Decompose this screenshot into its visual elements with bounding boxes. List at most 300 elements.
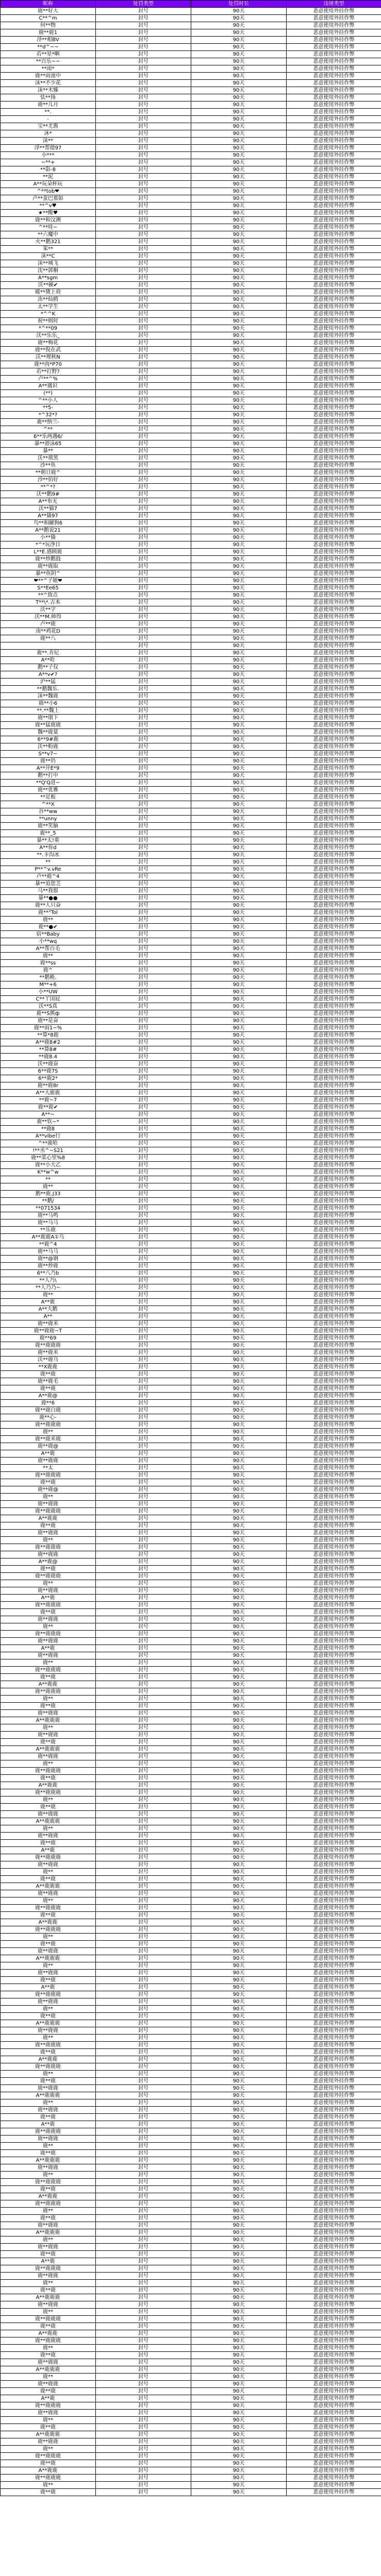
cell-nickname: 鹿**鹿鹿鹿 — [1, 1602, 96, 1609]
table-row — [1, 931, 381, 938]
cell-nickname: 暴**●● — [1, 895, 96, 902]
table-row — [1, 296, 381, 303]
cell-nickname: 鹿**笑脑 — [1, 823, 96, 830]
cell-duration: 90天 — [191, 880, 287, 888]
cell-duration: 90天 — [191, 816, 287, 823]
cell-duration: 90天 — [191, 462, 287, 469]
cell-violation-type: 恶意使用外挂作弊 — [287, 1429, 381, 1436]
table-row — [1, 1198, 381, 1205]
cell-violation-type: 恶意使用外挂作弊 — [287, 635, 381, 642]
cell-duration: 90天 — [191, 159, 287, 166]
cell-nickname: 鹿**鹿鹿鹿 — [1, 1905, 96, 1912]
table-row — [1, 1400, 381, 1407]
cell-violation-type: 恶意使用外挂作弊 — [287, 1292, 381, 1299]
cell-penalty-type: 封号 — [96, 2013, 191, 2020]
cell-duration: 90天 — [191, 195, 287, 202]
cell-violation-type: 恶意使用外挂作弊 — [287, 1284, 381, 1292]
cell-nickname: 鹿**鹿1 — [1, 29, 96, 37]
cell-penalty-type: 封号 — [96, 722, 191, 729]
cell-duration: 90天 — [191, 390, 287, 397]
table-row — [1, 1659, 381, 1667]
cell-duration: 90天 — [191, 289, 287, 296]
cell-penalty-type: 封号 — [96, 700, 191, 707]
cell-penalty-type: 封号 — [96, 541, 191, 549]
table-row — [1, 909, 381, 917]
cell-violation-type: 恶意使用外挂作弊 — [287, 1414, 381, 1421]
cell-duration: 90天 — [191, 469, 287, 477]
table-row — [1, 686, 381, 693]
cell-violation-type: 恶意使用外挂作弊 — [287, 65, 381, 73]
cell-penalty-type: 封号 — [96, 1522, 191, 1530]
cell-nickname: (**) — [1, 390, 96, 397]
table-row — [1, 743, 381, 751]
cell-penalty-type: 封号 — [96, 1566, 191, 1573]
cell-violation-type: 恶意使用外挂作弊 — [287, 2374, 381, 2381]
cell-penalty-type: 封号 — [96, 383, 191, 390]
cell-penalty-type: 封号 — [96, 2229, 191, 2236]
table-row — [1, 1212, 381, 1219]
cell-nickname: S**v7~ — [1, 751, 96, 758]
cell-nickname: 鹿**鹿 — [1, 1609, 96, 1616]
cell-duration: 90天 — [191, 44, 287, 51]
cell-violation-type: 恶意使用外挂作弊 — [287, 145, 381, 152]
cell-penalty-type: 封号 — [96, 779, 191, 787]
table-row — [1, 599, 381, 606]
table-row — [1, 1970, 381, 1977]
cell-nickname: 鹿**好大 — [1, 8, 96, 15]
cell-duration: 90天 — [191, 974, 287, 981]
cell-penalty-type: 封号 — [96, 1558, 191, 1566]
cell-nickname: A**鹿鹿鹿 — [1, 2229, 96, 2236]
cell-violation-type: 恶意使用外挂作弊 — [287, 354, 381, 361]
cell-violation-type: 恶意使用外挂作弊 — [287, 1919, 381, 1926]
cell-nickname: 鹿**鹿 — [1, 2186, 96, 2193]
cell-penalty-type: 封号 — [96, 138, 191, 145]
cell-penalty-type: 封号 — [96, 1169, 191, 1176]
cell-violation-type: 恶意使用外挂作弊 — [287, 109, 381, 116]
cell-violation-type: 恶意使用外挂作弊 — [287, 614, 381, 621]
cell-duration: 90天 — [191, 664, 287, 671]
cell-penalty-type: 封号 — [96, 1760, 191, 1768]
cell-penalty-type: 封号 — [96, 491, 191, 498]
cell-duration: 90天 — [191, 1746, 287, 1753]
cell-duration: 90天 — [191, 498, 287, 505]
cell-violation-type: 恶意使用外挂作弊 — [287, 426, 381, 433]
table-row — [1, 123, 381, 130]
cell-penalty-type: 封号 — [96, 953, 191, 960]
cell-duration: 90天 — [191, 1421, 287, 1429]
cell-penalty-type: 封号 — [96, 844, 191, 852]
cell-penalty-type: 封号 — [96, 1248, 191, 1256]
table-row — [1, 917, 381, 924]
cell-nickname: 鹿**鹿 — [1, 2013, 96, 2020]
table-row — [1, 433, 381, 440]
table-row — [1, 1595, 381, 1602]
cell-violation-type: 恶意使用外挂作弊 — [287, 2345, 381, 2352]
cell-penalty-type: 封号 — [96, 498, 191, 505]
cell-violation-type: 恶意使用外挂作弊 — [287, 1998, 381, 2006]
cell-nickname: 浮**相BV — [1, 37, 96, 44]
cell-duration: 90天 — [191, 2294, 287, 2301]
table-row — [1, 2143, 381, 2150]
table-row — [1, 1458, 381, 1465]
cell-violation-type: 恶意使用外挂作弊 — [287, 383, 381, 390]
cell-duration: 90天 — [191, 1104, 287, 1111]
cell-nickname: 6**八乃b — [1, 1270, 96, 1277]
table-row — [1, 1306, 381, 1313]
cell-penalty-type: 封号 — [96, 736, 191, 743]
cell-nickname: 鹿**鹿 — [1, 1674, 96, 1681]
cell-penalty-type: 封号 — [96, 2482, 191, 2489]
cell-violation-type: 恶意使用外挂作弊 — [287, 513, 381, 520]
cell-penalty-type: 封号 — [96, 1681, 191, 1688]
cell-violation-type: 恶意使用外挂作弊 — [287, 996, 381, 1003]
cell-violation-type: 恶意使用外挂作弊 — [287, 1789, 381, 1797]
cell-duration: 90天 — [191, 1465, 287, 1472]
table-row — [1, 109, 381, 116]
cell-nickname: *^^K — [1, 311, 96, 318]
cell-duration: 90天 — [191, 1825, 287, 1833]
cell-duration: 90天 — [191, 1472, 287, 1479]
cell-violation-type: 恶意使用外挂作弊 — [287, 15, 381, 22]
cell-penalty-type: 封号 — [96, 794, 191, 801]
cell-duration: 90天 — [191, 2027, 287, 2035]
cell-duration: 90天 — [191, 830, 287, 837]
cell-penalty-type: 封号 — [96, 37, 191, 44]
cell-penalty-type: 封号 — [96, 1126, 191, 1133]
cell-nickname: 鹿**鹿鹿 — [1, 2359, 96, 2366]
cell-penalty-type: 封号 — [96, 1010, 191, 1018]
cell-nickname: 鹿**鹿鹿 — [1, 2164, 96, 2172]
table-row — [1, 1256, 381, 1263]
table-row — [1, 1342, 381, 1349]
cell-penalty-type: 封号 — [96, 852, 191, 859]
cell-nickname: A**鹿 — [1, 1299, 96, 1306]
cell-violation-type: 恶意使用外挂作弊 — [287, 1054, 381, 1061]
table-row — [1, 1241, 381, 1248]
cell-violation-type: 恶意使用外挂作弊 — [287, 376, 381, 383]
cell-nickname: 鹿**鹿鹿 — [1, 1616, 96, 1623]
table-row — [1, 1768, 381, 1775]
cell-nickname: ^** — [1, 426, 96, 433]
cell-duration: 90天 — [191, 707, 287, 715]
cell-penalty-type: 封号 — [96, 1508, 191, 1515]
cell-violation-type: 恶意使用外挂作弊 — [287, 751, 381, 758]
cell-duration: 90天 — [191, 1003, 287, 1010]
cell-nickname: 鹿**鹿鹿 — [1, 1833, 96, 1840]
cell-penalty-type: 封号 — [96, 2215, 191, 2222]
cell-duration: 90天 — [191, 722, 287, 729]
cell-duration: 90天 — [191, 996, 287, 1003]
cell-duration: 90天 — [191, 433, 287, 440]
cell-nickname: **.卡沟冰 — [1, 852, 96, 859]
cell-violation-type: 恶意使用外挂作弊 — [287, 859, 381, 866]
table-row — [1, 1010, 381, 1018]
cell-penalty-type: 封号 — [96, 202, 191, 210]
table-row — [1, 953, 381, 960]
cell-duration: 90天 — [191, 2179, 287, 2186]
cell-nickname: 鹿**鹿鹿 — [1, 1458, 96, 1465]
cell-duration: 90天 — [191, 2049, 287, 2056]
cell-penalty-type: 封号 — [96, 397, 191, 404]
cell-duration: 90天 — [191, 1681, 287, 1688]
cell-violation-type: 恶意使用外挂作弊 — [287, 527, 381, 534]
cell-penalty-type: 封号 — [96, 1407, 191, 1414]
cell-nickname: 鹿**鹿鹿 — [1, 2222, 96, 2229]
cell-nickname: 小**UW — [1, 989, 96, 996]
cell-violation-type: 恶意使用外挂作弊 — [287, 1955, 381, 1962]
cell-nickname: 谷**ww — [1, 808, 96, 816]
cell-violation-type: 恶意使用外挂作弊 — [287, 1443, 381, 1450]
cell-penalty-type: 封号 — [96, 1385, 191, 1393]
cell-penalty-type: 封号 — [96, 303, 191, 311]
cell-violation-type: 恶意使用外挂作弊 — [287, 2330, 381, 2337]
cell-penalty-type: 封号 — [96, 1443, 191, 1450]
cell-duration: 90天 — [191, 1494, 287, 1501]
cell-nickname: 小**猫 — [1, 534, 96, 541]
table-row — [1, 8, 381, 15]
cell-penalty-type: 封号 — [96, 693, 191, 700]
cell-penalty-type: 封号 — [96, 1241, 191, 1248]
cell-duration: 90天 — [191, 2042, 287, 2049]
table-row — [1, 1176, 381, 1183]
cell-penalty-type: 封号 — [96, 2042, 191, 2049]
cell-penalty-type: 封号 — [96, 87, 191, 94]
table-row — [1, 2424, 381, 2431]
cell-violation-type: 恶意使用外挂作弊 — [287, 311, 381, 318]
cell-duration: 90天 — [191, 1789, 287, 1797]
cell-penalty-type: 封号 — [96, 1032, 191, 1039]
cell-penalty-type: 封号 — [96, 1984, 191, 1991]
cell-duration: 90天 — [191, 671, 287, 679]
cell-violation-type: 恶意使用外挂作弊 — [287, 123, 381, 130]
cell-violation-type: 恶意使用外挂作弊 — [287, 657, 381, 664]
table-row — [1, 765, 381, 772]
cell-violation-type: 恶意使用外挂作弊 — [287, 1191, 381, 1198]
cell-duration: 90天 — [191, 51, 287, 58]
table-row — [1, 1126, 381, 1133]
cell-violation-type: 恶意使用外挂作弊 — [287, 2179, 381, 2186]
table-row — [1, 1912, 381, 1919]
cell-nickname: **鹿8 — [1, 1126, 96, 1133]
table-row — [1, 2359, 381, 2366]
cell-violation-type: 恶意使用外挂作弊 — [287, 1061, 381, 1068]
cell-violation-type: 恶意使用外挂作弊 — [287, 1263, 381, 1270]
cell-violation-type: 恶意使用外挂作弊 — [287, 2042, 381, 2049]
table-row — [1, 2265, 381, 2273]
cell-nickname: **^致点 — [1, 592, 96, 599]
cell-penalty-type: 封号 — [96, 2417, 191, 2424]
table-row — [1, 253, 381, 260]
cell-duration: 90天 — [191, 2258, 287, 2265]
table-row — [1, 1421, 381, 1429]
cell-duration: 90天 — [191, 1458, 287, 1465]
table-row — [1, 1869, 381, 1876]
table-row — [1, 246, 381, 253]
cell-duration: 90天 — [191, 1833, 287, 1840]
cell-duration: 90天 — [191, 1645, 287, 1652]
cell-violation-type: 恶意使用外挂作弊 — [287, 1818, 381, 1825]
cell-violation-type: 恶意使用外挂作弊 — [287, 8, 381, 15]
cell-duration: 90天 — [191, 484, 287, 491]
cell-nickname: 鹿**鹿 — [1, 1385, 96, 1393]
cell-violation-type: 恶意使用外挂作弊 — [287, 1400, 381, 1407]
cell-nickname: A**鹿 — [1, 2395, 96, 2402]
cell-penalty-type: 封号 — [96, 2446, 191, 2453]
cell-nickname: 浮**帮德97 — [1, 145, 96, 152]
table-row — [1, 1025, 381, 1032]
cell-penalty-type: 封号 — [96, 188, 191, 195]
cell-violation-type: 恶意使用外挂作弊 — [287, 2337, 381, 2345]
cell-nickname: 鹿**鹿 — [1, 2388, 96, 2395]
cell-duration: 90天 — [191, 1760, 287, 1768]
cell-penalty-type: 封号 — [96, 1284, 191, 1292]
cell-duration: 90天 — [191, 253, 287, 260]
cell-nickname: 鹿**鹿取 — [1, 563, 96, 570]
cell-violation-type: 恶意使用外挂作弊 — [287, 2424, 381, 2431]
cell-violation-type: 恶意使用外挂作弊 — [287, 1912, 381, 1919]
cell-nickname: A**遇识 — [1, 383, 96, 390]
cell-duration: 90天 — [191, 397, 287, 404]
cell-penalty-type: 封号 — [96, 1414, 191, 1421]
table-row — [1, 1371, 381, 1378]
cell-violation-type: 恶意使用外挂作弊 — [287, 556, 381, 563]
cell-violation-type: 恶意使用外挂作弊 — [287, 693, 381, 700]
cell-penalty-type: 封号 — [96, 1299, 191, 1306]
table-row — [1, 1638, 381, 1645]
cell-penalty-type: 封号 — [96, 1046, 191, 1054]
cell-violation-type: 恶意使用外挂作弊 — [287, 1602, 381, 1609]
cell-duration: 90天 — [191, 844, 287, 852]
cell-nickname: 鹿**鹿鹿 — [1, 1998, 96, 2006]
cell-nickname: 鹿**儿月 — [1, 101, 96, 109]
table-row — [1, 2049, 381, 2056]
cell-violation-type: 恶意使用外挂作弊 — [287, 1046, 381, 1054]
cell-nickname: 鹿** — [1, 1659, 96, 1667]
cell-duration: 90天 — [191, 1407, 287, 1414]
cell-violation-type: 恶意使用外挂作弊 — [287, 1320, 381, 1328]
cell-penalty-type: 封号 — [96, 765, 191, 772]
cell-duration: 90天 — [191, 2114, 287, 2121]
cell-violation-type: 恶意使用外挂作弊 — [287, 267, 381, 275]
cell-duration: 90天 — [191, 1674, 287, 1681]
cell-nickname: 鹿**纳兰- — [1, 419, 96, 426]
cell-penalty-type: 封号 — [96, 1458, 191, 1465]
cell-penalty-type: 封号 — [96, 578, 191, 585]
cell-duration: 90天 — [191, 2107, 287, 2114]
cell-nickname: **^*? — [1, 484, 96, 491]
cell-penalty-type: 封号 — [96, 534, 191, 541]
cell-violation-type: 恶意使用外挂作弊 — [287, 1782, 381, 1789]
cell-duration: 90天 — [191, 635, 287, 642]
cell-duration: 90天 — [191, 1097, 287, 1104]
cell-nickname: A**鹿鹿鹿 — [1, 2431, 96, 2438]
table-row — [1, 1263, 381, 1270]
table-row — [1, 1219, 381, 1227]
cell-duration: 90天 — [191, 960, 287, 967]
cell-duration: 90天 — [191, 419, 287, 426]
cell-nickname: 鹿**是奋 — [1, 1018, 96, 1025]
cell-violation-type: 恶意使用外挂作弊 — [287, 1393, 381, 1400]
cell-nickname: 鹿**鹿鹿鹿 — [1, 1789, 96, 1797]
cell-nickname: 鹿**鹿 — [1, 1522, 96, 1530]
cell-duration: 90天 — [191, 981, 287, 989]
table-row — [1, 1652, 381, 1659]
cell-violation-type: 恶意使用外挂作弊 — [287, 2027, 381, 2035]
cell-penalty-type: 封号 — [96, 166, 191, 174]
cell-violation-type: 恶意使用外挂作弊 — [287, 1494, 381, 1501]
cell-penalty-type: 封号 — [96, 1212, 191, 1219]
cell-penalty-type: 封号 — [96, 1544, 191, 1551]
table-row — [1, 1623, 381, 1631]
cell-nickname: A**鹿鹿鹿 — [1, 1717, 96, 1724]
cell-violation-type: 恶意使用外挂作弊 — [287, 801, 381, 808]
cell-penalty-type: 封号 — [96, 1263, 191, 1270]
cell-nickname: **d^~~ — [1, 44, 96, 51]
cell-duration: 90天 — [191, 1162, 287, 1169]
cell-penalty-type: 封号 — [96, 1515, 191, 1522]
table-row — [1, 1674, 381, 1681]
table-row — [1, 2395, 381, 2402]
cell-nickname: 鹿**鹿 — [1, 2489, 96, 2496]
cell-nickname: **.**魏上 — [1, 707, 96, 715]
cell-penalty-type: 封号 — [96, 2143, 191, 2150]
cell-duration: 90天 — [191, 585, 287, 592]
table-row — [1, 945, 381, 953]
cell-penalty-type: 封号 — [96, 2410, 191, 2417]
cell-duration: 90天 — [191, 2236, 287, 2244]
cell-nickname: A**鹿鹿鹿 — [1, 2157, 96, 2164]
cell-violation-type: 恶意使用外挂作弊 — [287, 1219, 381, 1227]
cell-duration: 90天 — [191, 1977, 287, 1984]
cell-nickname: 火**鹅321 — [1, 239, 96, 246]
cell-penalty-type: 封号 — [96, 823, 191, 830]
cell-penalty-type: 封号 — [96, 1320, 191, 1328]
cell-duration: 90天 — [191, 1854, 287, 1861]
cell-duration: 90天 — [191, 2063, 287, 2071]
cell-violation-type: 恶意使用外挂作弊 — [287, 1854, 381, 1861]
cell-penalty-type: 封号 — [96, 1638, 191, 1645]
cell-penalty-type: 封号 — [96, 426, 191, 433]
table-row — [1, 880, 381, 888]
table-row — [1, 1155, 381, 1162]
cell-nickname: 暴**鱼阴^ — [1, 570, 96, 578]
cell-duration: 90天 — [191, 1075, 287, 1082]
cell-violation-type: 恶意使用外挂作弊 — [287, 1869, 381, 1876]
table-row — [1, 1667, 381, 1674]
cell-nickname: 鹿**鹿鹿 — [1, 1638, 96, 1645]
cell-penalty-type: 封号 — [96, 2027, 191, 2035]
cell-nickname: **雨* — [1, 65, 96, 73]
table-row — [1, 844, 381, 852]
cell-duration: 90天 — [191, 1782, 287, 1789]
cell-duration: 90天 — [191, 116, 287, 123]
cell-violation-type: 恶意使用外挂作弊 — [287, 2063, 381, 2071]
cell-duration: 90天 — [191, 2186, 287, 2193]
cell-duration: 90天 — [191, 592, 287, 599]
cell-violation-type: 恶意使用外挂作弊 — [287, 1082, 381, 1090]
cell-penalty-type: 封号 — [96, 2099, 191, 2107]
cell-nickname: 鹿**鹿鹿鹿 — [1, 1768, 96, 1775]
table-row — [1, 440, 381, 448]
cell-penalty-type: 封号 — [96, 2150, 191, 2157]
cell-penalty-type: 封号 — [96, 1537, 191, 1544]
cell-violation-type: 恶意使用外挂作弊 — [287, 2020, 381, 2027]
cell-violation-type: 恶意使用外挂作弊 — [287, 1140, 381, 1147]
table-row — [1, 1717, 381, 1724]
table-row — [1, 1090, 381, 1097]
table-row — [1, 166, 381, 174]
